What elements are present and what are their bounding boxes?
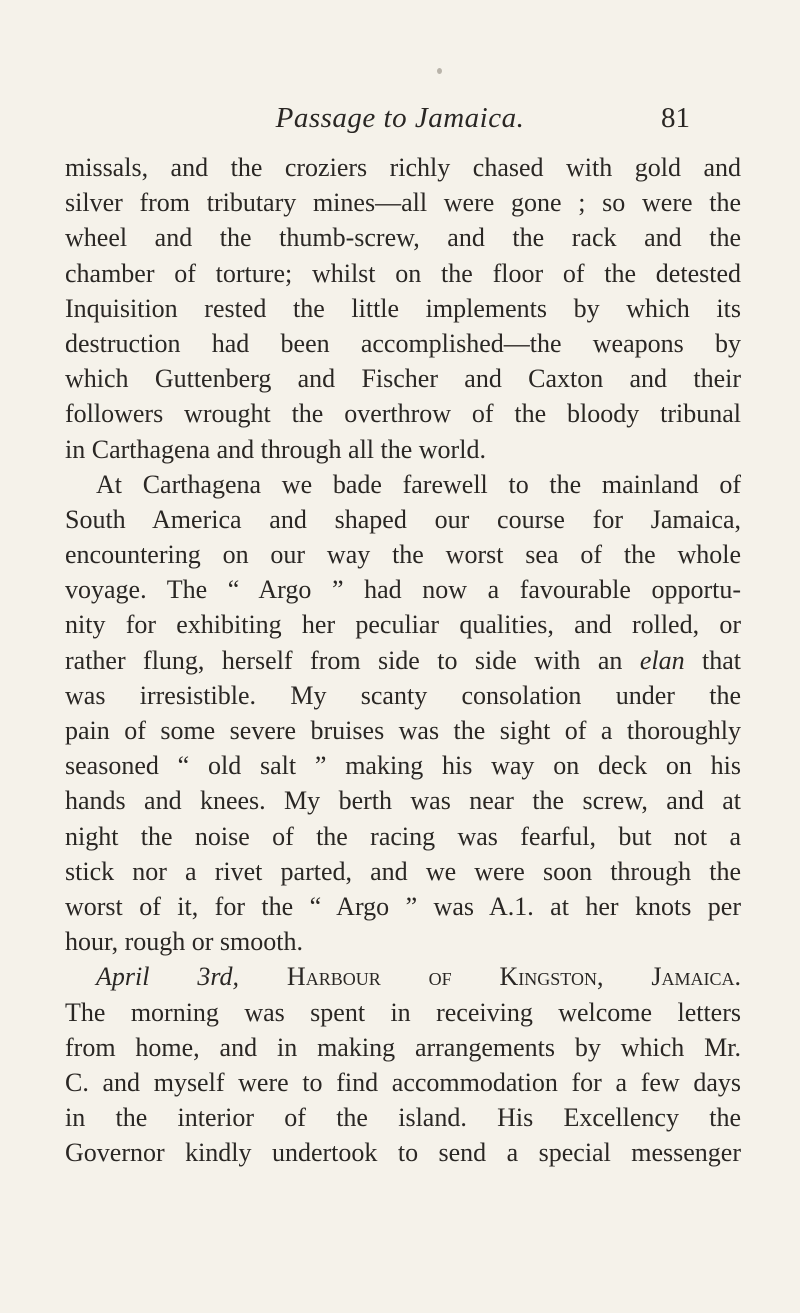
text-line: stick nor a rivet parted, and we were soon through the — [65, 856, 741, 886]
text-line: which Guttenberg and Fischer and Caxton and their — [65, 364, 741, 394]
running-title: Passage to Jamaica. — [275, 102, 525, 134]
text-line: The morning was spent in receiving welcome letters — [65, 997, 741, 1027]
text-line: nity for exhibiting her peculiar qualities, and rolled, or — [65, 610, 741, 640]
dateline-date: April 3rd, — [96, 962, 240, 992]
text-line — [65, 643, 741, 678]
text-line: At Carthagena we bade farewell to the mainland of — [96, 469, 741, 499]
text-line: encountering on our way the worst sea of the whole — [65, 540, 741, 570]
dateline — [65, 959, 741, 994]
text-line: chamber of torture; whilst on the floor of the detested — [65, 258, 741, 288]
text-line: Inquisition rested the little implements by which its — [65, 293, 741, 323]
text-line: silver from tributary mines—all were gone ; so were the — [65, 188, 741, 218]
italic-word: elan — [639, 645, 685, 675]
text-line: from home, and in making arrangements by which Mr. — [65, 1032, 741, 1062]
text-line: Governor kindly undertook to send a special messenger — [65, 1138, 741, 1168]
text-line: followers wrought the overthrow of the bloody tribunal — [65, 399, 741, 429]
running-head — [0, 98, 800, 138]
text-line: missals, and the croziers richly chased with gold and — [65, 153, 741, 182]
body-text — [65, 150, 741, 1170]
text-line: voyage. The “ Argo ” had now a favourable opportu- — [65, 575, 741, 605]
ink-speck — [437, 68, 442, 74]
text-line: South America and shaped our course for Jamaica, — [65, 504, 741, 534]
dateline-place: Harbour of Kingston, Jamaica. — [286, 962, 741, 992]
text-line: C. and myself were to find accommodation for a few days — [65, 1067, 741, 1097]
text-line: worst of it, for the “ Argo ” was A.1. at her knots per — [65, 891, 741, 921]
text-line: in the interior of the island. His Excellency the — [65, 1103, 741, 1133]
text-line: seasoned “ old salt ” making his way on deck on his — [65, 751, 741, 781]
text-line: destruction had been accomplished—the weapons by — [65, 328, 741, 358]
text-line: hour, rough or smooth. — [65, 927, 303, 957]
page-number: 81 — [661, 102, 690, 134]
line-text: that — [702, 645, 741, 675]
text-line: was irresistible. My scanty consolation under the — [65, 680, 741, 710]
text-line: pain of some severe bruises was the sight of a thoroughly — [65, 716, 741, 745]
text-line: hands and knees. My berth was near the screw, and at — [65, 786, 741, 816]
text-line: wheel and the thumb-screw, and the rack and the — [65, 223, 741, 253]
line-text: rather flung, herself from side to side with an — [65, 645, 623, 675]
text-line: night the noise of the racing was fearful, but not a — [65, 821, 741, 851]
text-line: in Carthagena and through all the world. — [65, 434, 486, 464]
